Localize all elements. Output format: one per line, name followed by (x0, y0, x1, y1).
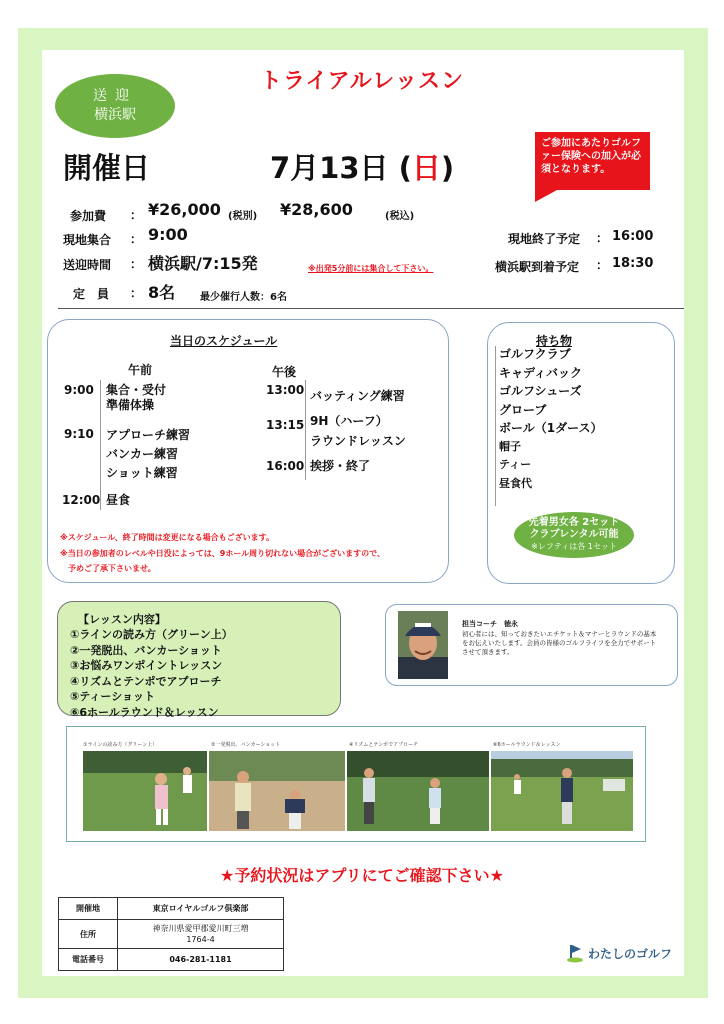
am-time: 9:10 (64, 427, 94, 441)
transfer-note: ※出発5分前には集合して下さい。 (308, 264, 434, 273)
am-time: 12:00 (62, 493, 101, 507)
belongings-divider (495, 346, 496, 506)
belonging-item: 昼食代 (499, 476, 532, 490)
am-item: 集合・受付 (106, 383, 167, 397)
arrive-label: 横浜駅到着予定 (495, 260, 580, 274)
lesson-item: ①ラインの読み方（グリーン上） (70, 628, 233, 641)
belongings-title: 持ち物 (536, 334, 573, 348)
date-label: 開催日 (63, 151, 151, 185)
photo-strip (66, 726, 646, 842)
photo-caption: ②一発脱出、バンカーショット (211, 742, 281, 748)
venue-address-line2: 1764-4 (186, 935, 215, 944)
capacity-value: 8名 (148, 283, 176, 302)
venue-place-label: 開催地 (59, 898, 118, 920)
pm-item: ラウンドレッスン (310, 434, 406, 448)
end-time: 16:00 (612, 229, 654, 244)
rental-badge (514, 512, 634, 558)
fee-colon: ： (130, 208, 143, 222)
capacity-label: 定 員 (73, 287, 110, 301)
capacity-colon: ： (130, 286, 143, 300)
end-label: 現地終了予定 (508, 232, 581, 246)
pm-time: 16:00 (266, 459, 305, 473)
photo-caption: ⑥6ホールラウンド＆レッスン (493, 742, 561, 748)
table-row (59, 949, 284, 971)
pm-time: 13:15 (266, 418, 305, 432)
date-prefix: 7月13日 ( (270, 151, 412, 185)
coach-name: 担当コーチ 徳永 (462, 620, 518, 628)
photo-approach (347, 751, 489, 831)
arrive-colon: ： (596, 258, 609, 272)
meet-colon: ： (130, 232, 143, 246)
transfer-colon: ： (130, 257, 143, 271)
divider (58, 308, 684, 309)
schedule-pm-label: 午後 (272, 365, 297, 379)
lesson-item: ⑥6ホールラウンド＆レッスン (70, 705, 219, 719)
photo-bunker-shot (209, 751, 345, 831)
pm-item: バッティング練習 (310, 389, 405, 403)
pm-item: 挨拶・終了 (310, 459, 371, 473)
date-weekday: 日 (411, 151, 441, 185)
belonging-item: ボール（1ダース） (499, 421, 603, 435)
pickup-badge (55, 74, 175, 138)
coach-text: 初心者には、知っておきたいエチケット＆マナーとラウンドの基本をお伝えいたします。会員の皆様のゴルフライフを全力でサポートさせて頂きます。 (462, 630, 657, 656)
belonging-item: ゴルフクラブ (499, 347, 571, 361)
belonging-item: ティー (499, 458, 532, 471)
venue-address (118, 920, 284, 949)
lesson-title: 【レッスン内容】 (78, 613, 166, 626)
schedule-note: ※当日の参加者のレベルや日没によっては、9ホール周り切れない場合がございますので、 (60, 549, 386, 558)
photo-caption: ①ラインの読み方（グリーン上） (83, 742, 158, 748)
photo-round-lesson (491, 751, 633, 831)
fee-ex-note: (税別) (228, 211, 258, 222)
am-item: ショット練習 (106, 466, 178, 480)
coach-photo (398, 611, 448, 679)
pm-item: 9H（ハーフ） (310, 414, 388, 428)
pickup-line1: 送迎 (93, 88, 137, 104)
rental-line2: クラブレンタル可能 (529, 529, 619, 540)
photo-green-reading (83, 751, 207, 831)
pm-time: 13:00 (266, 383, 305, 397)
venue-phone-label: 電話番号 (59, 949, 118, 971)
schedule-title: 当日のスケジュール (170, 334, 278, 348)
fee-amount-ex: ¥26,000 (148, 200, 221, 219)
lesson-list (70, 627, 233, 720)
belonging-item: キャディバック (499, 365, 583, 380)
belonging-item: ゴルフシューズ (499, 384, 582, 398)
transfer-time: 横浜駅/7:15発 (148, 254, 258, 273)
belonging-item: グローブ (499, 402, 547, 417)
transfer-label: 送迎時間 (63, 258, 112, 272)
am-item: 準備体操 (106, 398, 155, 412)
lesson-item: ②一発脱出、バンカーショット (70, 643, 222, 657)
schedule-note: 予めご了承下さいませ。 (68, 564, 156, 573)
page-title: トライアルレッスン (259, 69, 465, 94)
table-row (59, 920, 284, 949)
schedule-note: ※スケジュール、終了時間は変更になる場合もございます。 (60, 533, 275, 542)
coach-box (385, 604, 678, 686)
venue-place: 東京ロイヤルゴルフ倶楽部 (118, 898, 284, 920)
lesson-item: ③お悩みワンポイントレッスン (70, 659, 223, 672)
fee-label: 参加費 (70, 209, 107, 223)
fee-in-note: (税込) (385, 211, 415, 222)
schedule-am-label: 午前 (128, 363, 153, 377)
golf-flag-icon (565, 943, 585, 963)
fee-amount-in: ¥28,600 (280, 200, 353, 219)
rental-line1: 先着男女各 2セット (528, 517, 620, 528)
pm-divider (305, 380, 306, 480)
table-row (59, 898, 284, 920)
reservation-notice: ★予約状況はアプリにてご確認下さい★ (219, 866, 505, 885)
end-colon: ： (596, 231, 609, 245)
arrive-time: 18:30 (612, 256, 654, 271)
lesson-item: ④リズムとテンポでアプローチ (70, 674, 222, 688)
capacity-min: 最少催行人数：6名 (200, 292, 287, 303)
brand-name: わたしのゴルフ (588, 946, 673, 961)
am-item: バンカー練習 (106, 447, 179, 461)
belongings-list (499, 345, 603, 493)
event-date (270, 146, 454, 187)
am-item: 昼食 (106, 493, 131, 507)
insurance-notice: ご参加にあたりゴルファー保険への加入が必須となります。 (535, 132, 650, 190)
brand-logo (565, 943, 672, 963)
meet-time: 9:00 (148, 225, 188, 244)
am-item: アプローチ練習 (106, 428, 191, 442)
venue-table (58, 897, 284, 971)
am-time: 9:00 (64, 383, 94, 397)
meet-label: 現地集合 (63, 233, 112, 247)
lesson-item: ⑤ティーショット (70, 690, 155, 703)
belonging-item: 帽子 (499, 439, 521, 453)
date-suffix: ) (440, 151, 455, 185)
lesson-box (57, 601, 341, 719)
pickup-line2: 横浜駅 (94, 107, 136, 123)
venue-address-label: 住所 (59, 920, 118, 949)
venue-address-line1: 神奈川県愛甲郡愛川町三増 (152, 924, 249, 933)
rental-line3: ※レフティは各 1セット (531, 542, 617, 551)
venue-phone: 046-281-1181 (118, 949, 284, 971)
photo-caption: ④リズムとテンポでアプローチ (349, 742, 419, 748)
